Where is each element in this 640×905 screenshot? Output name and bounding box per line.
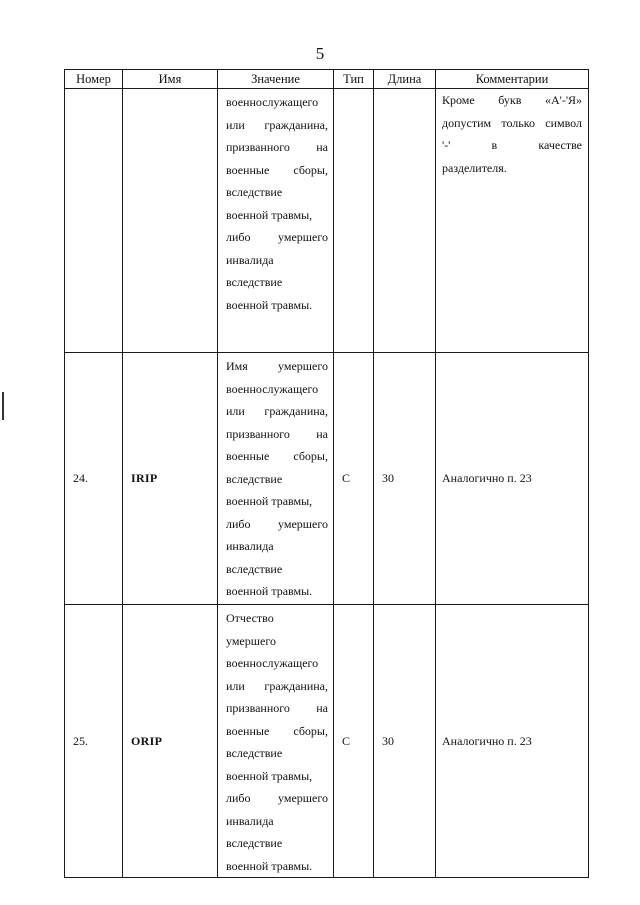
value-line: Имя умершего — [226, 359, 328, 373]
value-line: военные сборы, — [226, 162, 328, 177]
value-line: военной травмы. — [226, 858, 313, 873]
value-line: военной травмы, — [226, 494, 313, 508]
value-line: либо умершего — [226, 230, 328, 244]
value-line: либо умершего — [226, 516, 328, 531]
comment-line: '-' в качестве — [442, 138, 582, 152]
value-line: или гражданина, — [226, 678, 328, 693]
value-line: военнослужащего — [226, 656, 319, 670]
comment-line: Кроме букв «А'-'Я» — [442, 93, 582, 107]
row-type: С — [334, 353, 374, 605]
value-line: военной травмы, — [226, 207, 313, 222]
header-number: Номер — [65, 70, 123, 89]
value-line: призванного на — [226, 701, 328, 715]
row-type — [334, 89, 374, 353]
value-line: военнослужащего — [226, 381, 319, 396]
value-line: или гражданина, — [226, 117, 328, 132]
table-row — [65, 353, 589, 605]
row-number — [65, 89, 123, 353]
field-spec-table — [64, 69, 589, 878]
table-header-row — [65, 70, 589, 89]
header-type: Тип — [334, 70, 374, 89]
value-line: вследствие — [226, 471, 283, 486]
value-line: военной травмы, — [226, 768, 313, 783]
value-line: вследствие — [226, 836, 283, 850]
row-number: 25. — [65, 605, 123, 878]
row-comment — [436, 89, 589, 353]
row-comment — [436, 353, 589, 605]
scan-artifact-mark — [2, 392, 4, 420]
table-row — [65, 605, 589, 878]
value-line: инвалида — [226, 252, 274, 267]
value-line: инвалида — [226, 813, 274, 828]
value-line: либо умершего — [226, 791, 328, 805]
value-line: военные сборы, — [226, 723, 328, 738]
value-line: вследствие — [226, 185, 283, 199]
value-line: вследствие — [226, 275, 283, 289]
value-line: военнослужащего — [226, 95, 319, 109]
row-length: 30 — [374, 605, 436, 878]
value-line: призванного на — [226, 140, 328, 154]
row-length — [374, 89, 436, 353]
value-line: инвалида — [226, 539, 274, 553]
page-number: 5 — [315, 44, 325, 63]
header-length: Длина — [374, 70, 436, 89]
header-name: Имя — [123, 70, 218, 89]
value-line: или гражданина, — [226, 404, 328, 418]
value-line: военной травмы. — [226, 584, 313, 598]
row-length: 30 — [374, 353, 436, 605]
value-line: призванного на — [226, 426, 328, 441]
row-comment — [436, 605, 589, 878]
value-line: вследствие — [226, 746, 283, 760]
row-value — [218, 353, 334, 605]
comment-line: разделителя. — [442, 160, 507, 175]
value-line: умершего — [226, 633, 276, 648]
row-name — [123, 89, 218, 353]
header-comments: Комментарии — [436, 70, 589, 89]
row-name: IRIP — [123, 353, 218, 605]
value-line: вследствие — [226, 561, 283, 576]
value-line: Отчество — [226, 611, 274, 625]
comment-line: Аналогично п. 23 — [442, 471, 532, 486]
row-type: С — [334, 605, 374, 878]
comment-line: допустим только символ — [442, 115, 582, 130]
row-number: 24. — [65, 353, 123, 605]
value-line: военной травмы. — [226, 297, 313, 312]
table-row — [65, 89, 589, 353]
row-value — [218, 605, 334, 878]
value-line: военные сборы, — [226, 449, 328, 463]
comment-line: Аналогично п. 23 — [442, 733, 532, 748]
header-value: Значение — [218, 70, 334, 89]
row-value — [218, 89, 334, 353]
row-name: ORIP — [123, 605, 218, 878]
